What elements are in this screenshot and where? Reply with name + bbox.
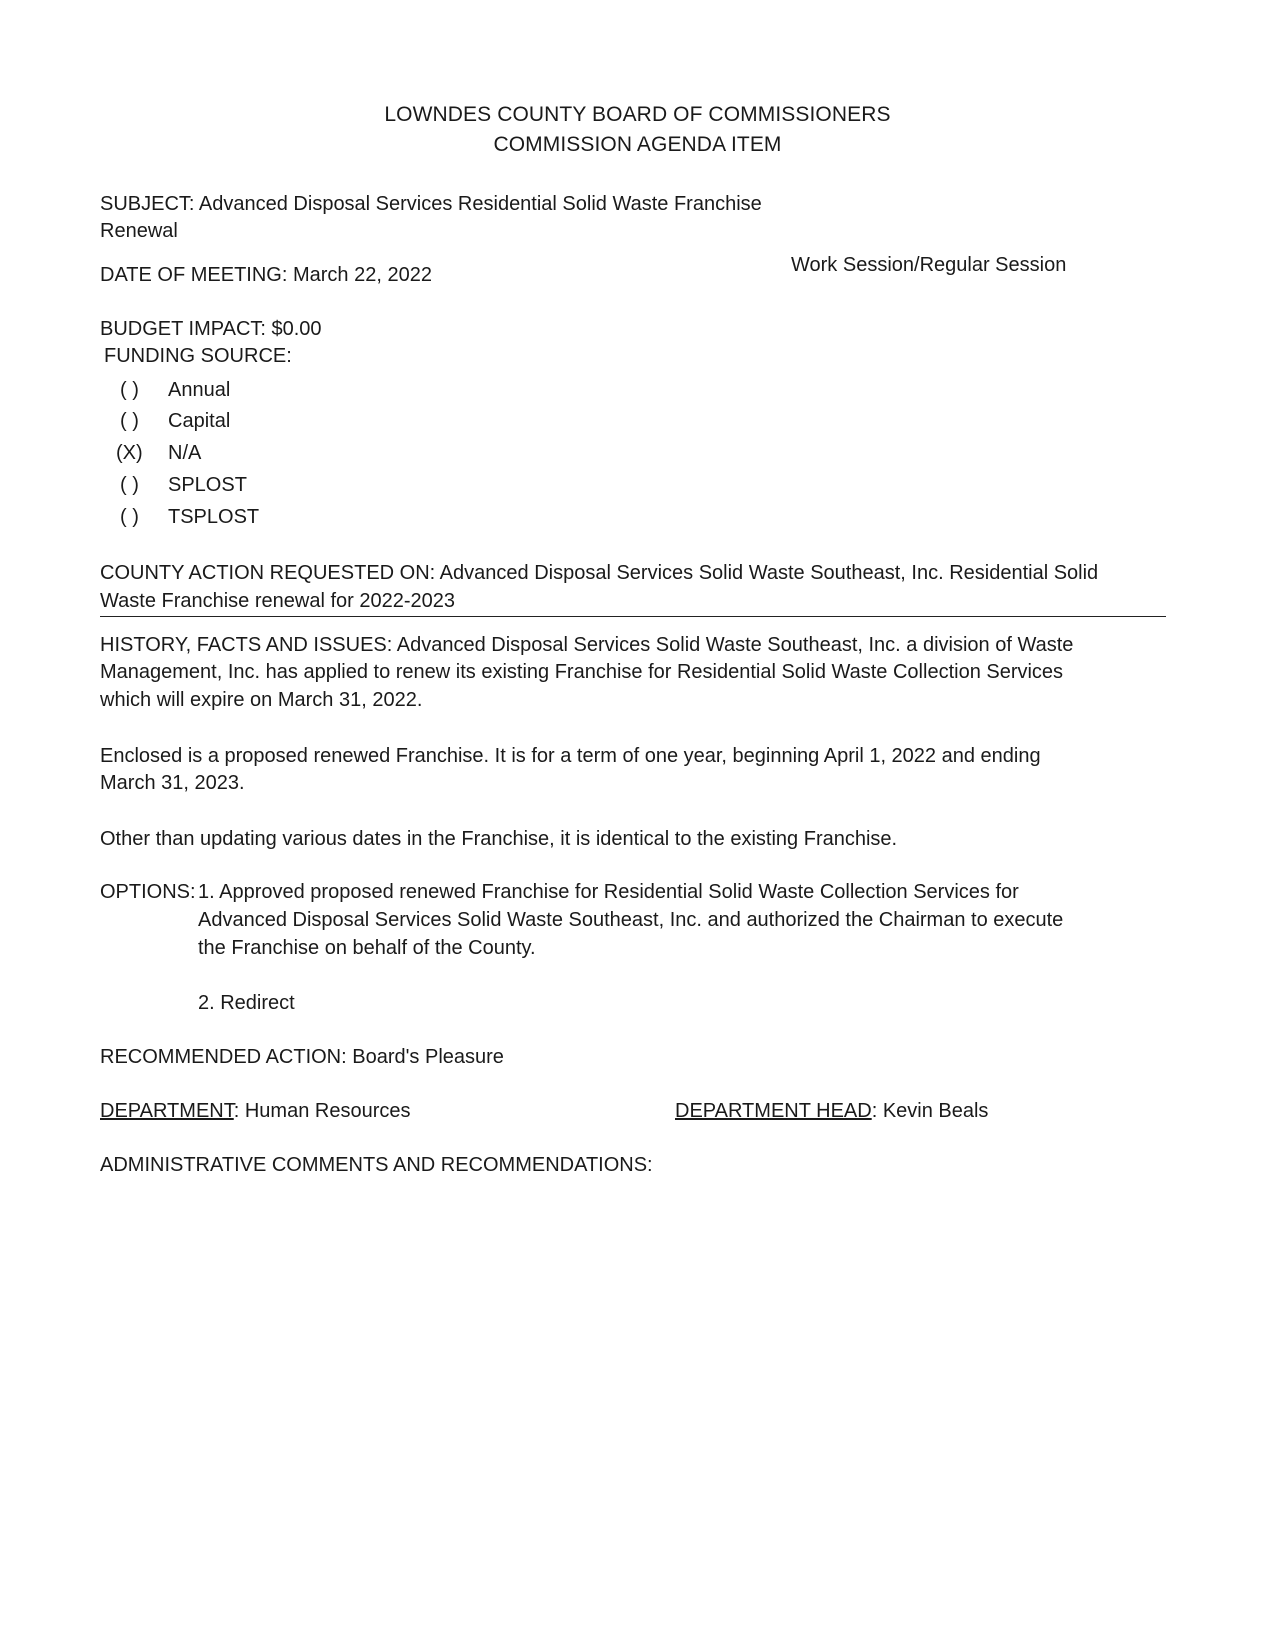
action-requested-line-2: Waste Franchise renewal for 2022-2023 xyxy=(100,590,455,612)
option-1-line-1: 1. Approved proposed renewed Franchise for Residential Solid Waste Collection Services for xyxy=(198,881,1019,903)
option-1-line-2: Advanced Disposal Services Solid Waste Southeast, Inc. and authorized the Chairman to execute xyxy=(198,909,1064,931)
funding-option-mark: ( ) xyxy=(120,474,139,496)
recommended-action: RECOMMENDED ACTION: Board's Pleasure xyxy=(100,1046,504,1068)
funding-source-label: FUNDING SOURCE: xyxy=(104,345,292,367)
administrative-comments-label: ADMINISTRATIVE COMMENTS AND RECOMMENDATIONS: xyxy=(100,1154,653,1176)
budget-impact: BUDGET IMPACT: $0.00 xyxy=(100,318,322,340)
department-head xyxy=(675,1100,988,1123)
options-label: OPTIONS: xyxy=(100,881,196,903)
subject-line-2: Renewal xyxy=(100,220,178,242)
funding-option-label: SPLOST xyxy=(168,474,247,496)
option-1-line-3: the Franchise on behalf of the County. xyxy=(198,937,536,959)
department-label: DEPARTMENT xyxy=(100,1100,234,1122)
subject-line-1: SUBJECT: Advanced Disposal Services Residential Solid Waste Franchise xyxy=(100,193,762,215)
funding-option-label: Capital xyxy=(168,410,231,432)
other-than-paragraph: Other than updating various dates in the Franchise, it is identical to the existing Franchise. xyxy=(100,828,898,850)
option-2: 2. Redirect xyxy=(198,992,295,1014)
header-title: LOWNDES COUNTY BOARD OF COMMISSIONERS xyxy=(384,103,891,126)
funding-option-mark: ( ) xyxy=(120,506,139,528)
history-line-1: HISTORY, FACTS AND ISSUES: Advanced Disposal Services Solid Waste Southeast, Inc. a division of Waste xyxy=(100,634,1074,656)
department xyxy=(100,1100,410,1123)
funding-option-mark: ( ) xyxy=(120,379,139,401)
department-head-value: : Kevin Beals xyxy=(871,1100,989,1122)
funding-option-label: TSPLOST xyxy=(168,506,260,528)
funding-option-mark: ( ) xyxy=(120,410,139,432)
history-line-2: Management, Inc. has applied to renew its existing Franchise for Residential Solid Waste Collection Services xyxy=(100,661,1064,683)
funding-option-label: Annual xyxy=(168,379,231,401)
session-type: Work Session/Regular Session xyxy=(791,254,1067,276)
header-subtitle: COMMISSION AGENDA ITEM xyxy=(493,133,782,156)
meeting-date: DATE OF MEETING: March 22, 2022 xyxy=(100,264,432,286)
enclosed-line-2: March 31, 2023. xyxy=(100,772,245,794)
department-head-label: DEPARTMENT HEAD xyxy=(675,1100,872,1122)
department-value: : Human Resources xyxy=(233,1100,411,1122)
history-line-3: which will expire on March 31, 2022. xyxy=(100,689,423,711)
funding-option-label: N/A xyxy=(168,442,202,464)
funding-option-mark: (X) xyxy=(116,442,143,464)
action-requested-line-1: COUNTY ACTION REQUESTED ON: Advanced Disposal Services Solid Waste Southeast, Inc. Residential Solid xyxy=(100,562,1099,584)
section-divider xyxy=(100,616,1166,617)
enclosed-line-1: Enclosed is a proposed renewed Franchise. It is for a term of one year, beginning April 1, 2022 and ending xyxy=(100,745,1041,767)
